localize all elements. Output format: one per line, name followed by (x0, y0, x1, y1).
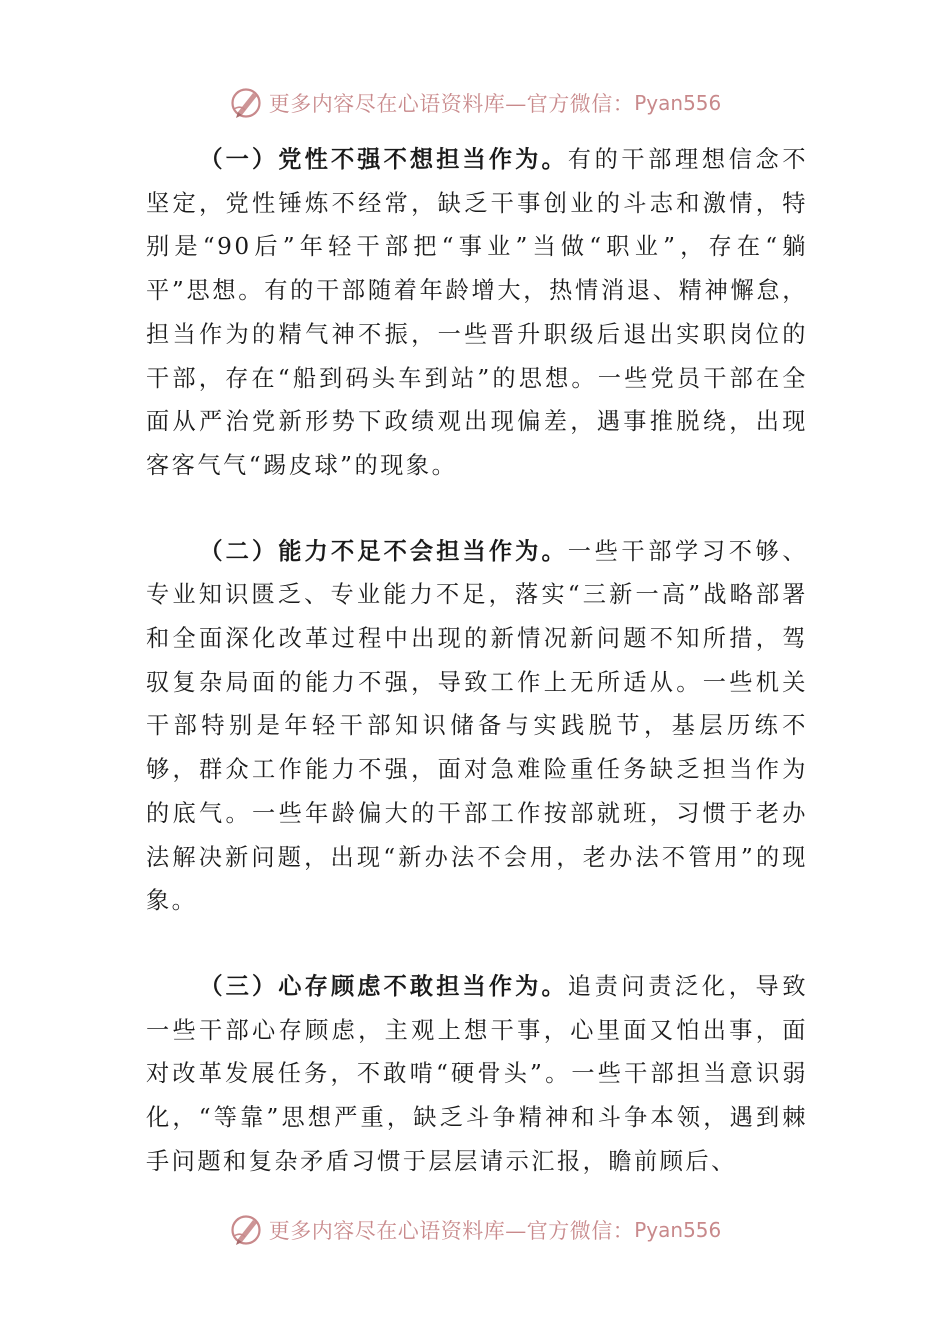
watermark-header (0, 83, 950, 123)
watermark-footer (0, 1210, 950, 1250)
paragraph-3-heading: （三）心存顾虑不敢担当作为。 (199, 972, 568, 1000)
pen-logo-icon (229, 1212, 265, 1248)
paragraph-2-heading: （二）能力不足不会担当作为。 (199, 537, 568, 565)
paragraph-3-body: 追责问责泛化，导致一些干部心存顾虑，主观上想干事，心里面又怕出事，面对改革发展任务，不敢啃“硬骨头”。一些干部担当意识弱化，“等靠”思想严重，缺乏斗争精神和斗争本领，遇到棘手问题和复杂矛盾习惯于层层请示汇报，瞻前顾后、 (146, 972, 809, 1175)
paragraph-2-body: 一些干部学习不够、专业知识匮乏、专业能力不足，落实“三新一高”战略部署和全面深化改革过程中出现的新情况新问题不知所措，驾驭复杂局面的能力不强，导致工作上无所适从。一些机关干部特别是年轻干部知识储备与实践脱节，基层历练不够，群众工作能力不强，面对急难险重任务缺乏担当作为的底气。一些年龄偏大的干部工作按部就班，习惯于老办法解决新问题，出现“新办法不会用，老办法不管用”的现象。 (146, 537, 809, 915)
paragraph-3 (146, 965, 808, 1184)
paragraph-1 (146, 138, 808, 488)
watermark-wechat-id: Pyan556 (634, 1218, 722, 1242)
paragraph-2 (146, 530, 808, 923)
document-body (146, 138, 808, 1183)
watermark-wechat-id: Pyan556 (634, 91, 722, 115)
watermark-text: 更多内容尽在心语资料库—官方微信： (268, 92, 635, 116)
paragraph-1-heading: （一）党性不强不想担当作为。 (199, 146, 568, 173)
pen-logo-icon (229, 85, 265, 121)
paragraph-1-body: 有的干部理想信念不坚定，党性锤炼不经常，缺乏干事创业的斗志和激情，特别是“90后”年轻干部把“事业”当做“职业”，存在“躺平”思想。有的干部随着年龄增大，热情消退、精神懈怠，担当作为的精气神不振，一些晋升职级后退出实职岗位的干部，存在“船到码头车到站”的思想。一些党员干部在全面从严治党新形势下政绩观出现偏差，遇事推脱绕，出现客客气气“踢皮球”的现象。 (146, 146, 809, 479)
watermark-text: 更多内容尽在心语资料库—官方微信： (268, 1219, 635, 1243)
